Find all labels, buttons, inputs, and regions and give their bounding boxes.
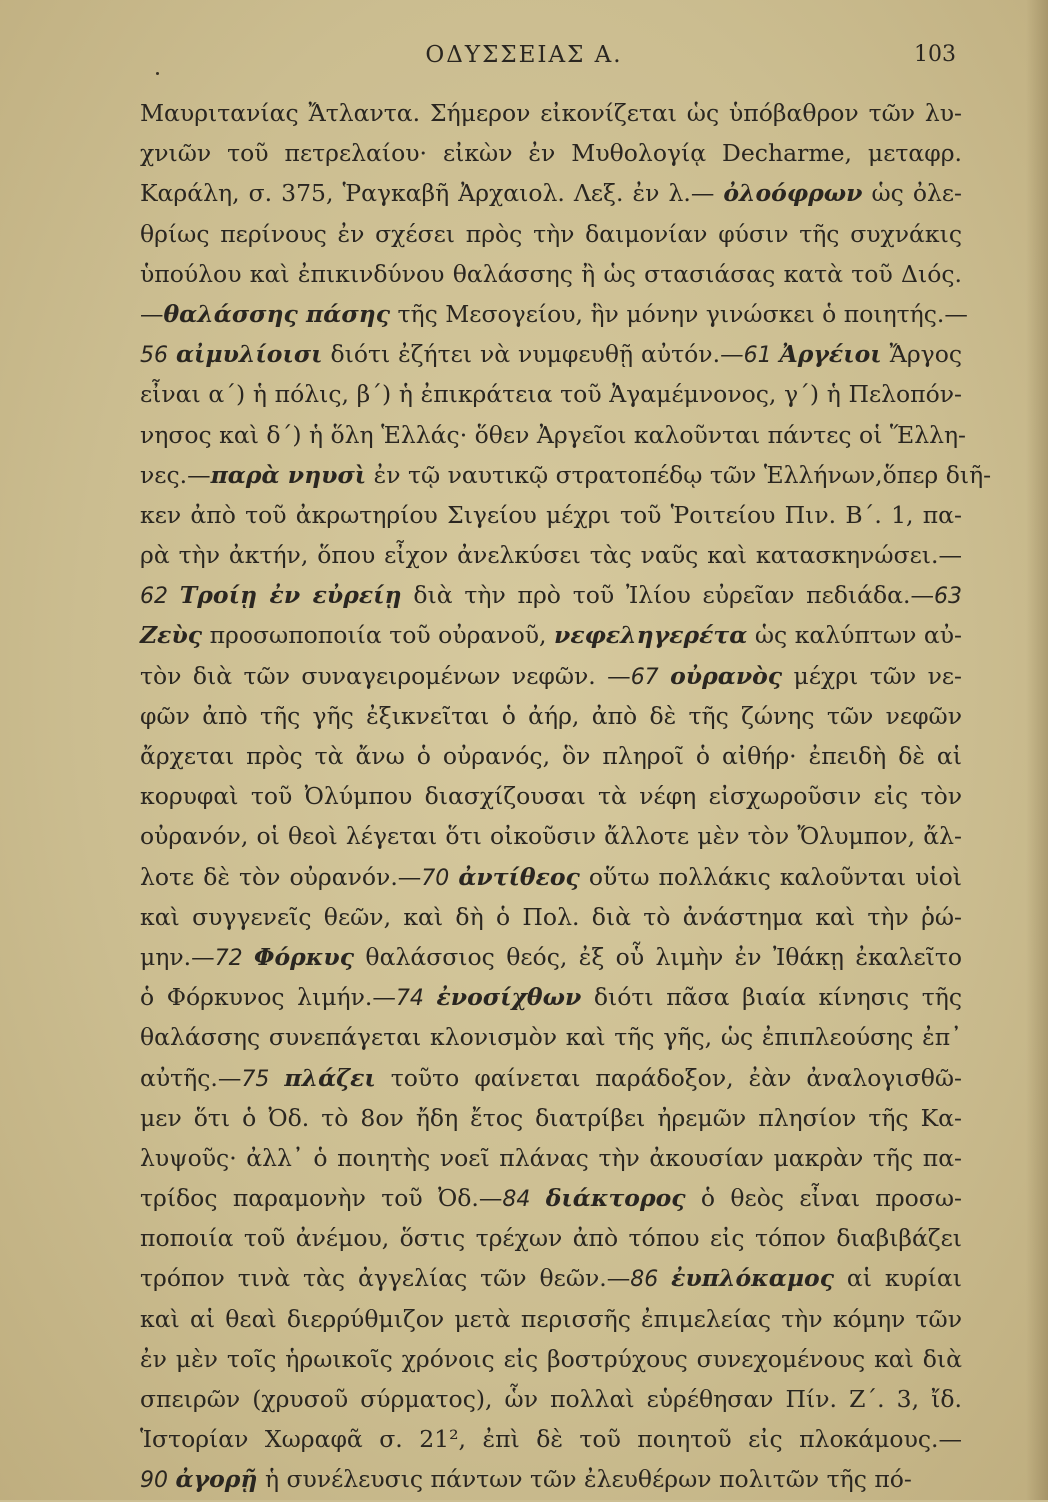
verse-reference: 75 xyxy=(241,1066,270,1092)
text-run: θαλάσσιος θεός, ἐξ οὗ λιμὴν ἐν Ἰθάκῃ ἐκαλεῖτο xyxy=(354,942,962,971)
text-run: αἱ κυρίαι xyxy=(834,1264,962,1293)
text-run: Ἱστορίαν Χωραφᾶ σ. 21², ἐπὶ δὲ τοῦ ποιητοῦ εἰς πλοκάμους.— xyxy=(140,1425,962,1454)
verse-reference: 61 xyxy=(743,343,772,369)
text-line xyxy=(140,495,962,535)
text-line xyxy=(140,1419,962,1459)
lemma-term: ἐνοσίχθων xyxy=(436,983,582,1012)
text-line xyxy=(140,1218,962,1258)
text-line xyxy=(140,254,962,294)
lemma-term: Τροίῃ ἐν εὐρείῃ xyxy=(179,581,402,610)
text-run: θρίως περίνους ἐν σχέσει πρὸς τὴν δαιμονίαν φύσιν τῆς συχνάκις xyxy=(140,219,962,248)
text-run: φῶν ἀπὸ τῆς γῆς ἐξικνεῖται ὁ ἀήρ, ἀπὸ δὲ τῆς ζώνης τῶν νεφῶν xyxy=(140,701,962,730)
lemma-term: ἀντίθεος xyxy=(458,862,580,891)
verse-reference: 90 xyxy=(140,1468,168,1494)
text-run: ποποιία τοῦ ἀνέμου, ὅστις τρέχων ἀπὸ τόπου εἰς τόπον διαβιβάζει xyxy=(140,1224,962,1253)
lemma-term: ἐυπλόκαμος xyxy=(671,1264,834,1293)
commentary-text xyxy=(140,93,992,1500)
text-run: σπειρῶν (χρυσοῦ σύρματος), ὧν πολλαὶ εὑρέθησαν Πίν. Ζ΄. 3, ἴδ. xyxy=(140,1385,962,1413)
text-run: διὰ τὴν πρὸ τοῦ Ἰλίου εὐρεῖαν πεδιάδα.— xyxy=(401,581,934,610)
verse-reference: 70 xyxy=(421,865,450,891)
text-line xyxy=(140,776,962,816)
text-line xyxy=(140,415,966,455)
text-line xyxy=(140,214,962,254)
text-line xyxy=(140,977,962,1017)
text-run: ὑπούλου καὶ ἐπικινδύνου θαλάσσης ἢ ὡς στασιάσας κατὰ τοῦ Διός. xyxy=(140,259,962,288)
text-run: τρίδος παραμονὴν τοῦ Ὀδ.— xyxy=(140,1184,503,1213)
text-run: ὁ θεὸς εἶναι προσω- xyxy=(685,1184,962,1213)
text-run: μέχρι τῶν νε- xyxy=(782,661,962,690)
text-line xyxy=(140,696,962,736)
text-run: ὁ Φόρκυνος λιμήν.— xyxy=(140,983,396,1012)
running-title: ΟΔΥΣΣΕΙΑΣ Α. xyxy=(425,42,623,68)
lemma-term: θαλάσσης πάσης xyxy=(163,299,391,328)
text-run xyxy=(424,983,437,1011)
verse-reference: 84 xyxy=(502,1187,531,1213)
text-run: Μαυριτανίας Ἄτλαντα. Σήμερον εἰκονίζεται ὡς ὑπόβαθρον τῶν λυ- xyxy=(140,99,962,127)
text-run: καὶ αἱ θεαὶ διερρύθμιζον μετὰ περισσῆς ἐπιμελείας τὴν κόμην τῶν xyxy=(140,1304,962,1333)
text-run: ἄρχεται πρὸς τὰ ἄνω ὁ οὐρανός, ὃν πληροῖ ὁ αἰθήρ· ἐπειδὴ δὲ αἱ xyxy=(140,742,962,770)
text-run: μεν ὅτι ὁ Ὀδ. τὸ 8ον ἤδη ἔτος διατρίβει ἠρεμῶν πλησίον τῆς Κα- xyxy=(140,1103,962,1132)
text-line xyxy=(140,535,962,575)
text-run xyxy=(772,340,780,368)
text-run: οὐρανόν, οἱ θεοὶ λέγεται ὅτι οἰκοῦσιν ἄλλοτε μὲν τὸν Ὄλυμπον, ἄλ- xyxy=(140,822,962,851)
page-header xyxy=(0,40,1048,80)
text-line xyxy=(140,1098,962,1138)
text-line xyxy=(140,656,962,696)
text-run: διότι ἐζήτει νὰ νυμφευθῇ αὐτόν.— xyxy=(322,340,744,369)
page-edge-shadow xyxy=(1026,0,1048,1500)
lemma-term: Φόρκυς xyxy=(254,942,355,971)
text-run: Ἄργος xyxy=(881,340,962,369)
text-run: ὡς καλύπτων αὐ- xyxy=(747,621,962,650)
text-line xyxy=(140,133,962,173)
text-run: ἡ συνέλευσις πάντων τῶν ἐλευθέρων πολιτῶν τῆς πό- xyxy=(257,1465,912,1494)
text-line xyxy=(140,1058,962,1098)
text-line xyxy=(140,857,962,897)
text-run: τρόπον τινὰ τὰς ἀγγελίας τῶν θεῶν.— xyxy=(140,1264,631,1293)
verse-reference: 63 xyxy=(933,584,962,610)
text-run: κεν ἀπὸ τοῦ ἀκρωτηρίου Σιγείου μέχρι τοῦ Ῥοιτείου Πιν. Β΄. 1, πα- xyxy=(140,500,962,529)
text-run: λοτε δὲ τὸν οὐρανόν.— xyxy=(140,862,422,891)
text-line xyxy=(140,1138,962,1178)
text-line xyxy=(140,1379,962,1419)
text-line xyxy=(140,736,962,776)
lemma-term: νεφεληγερέτα xyxy=(554,621,748,650)
lemma-term: Ζεὺς xyxy=(140,621,203,650)
text-line xyxy=(140,93,962,133)
text-run xyxy=(269,1064,284,1092)
lemma-term: ὀλοόφρων xyxy=(723,179,863,208)
text-run: οὕτω πολλάκις καλοῦνται υἱοὶ xyxy=(579,862,962,891)
text-run: τὸν διὰ τῶν συναγειρομένων νεφῶν. — xyxy=(140,661,631,690)
text-run: διότι πᾶσα βιαία κίνησις τῆς xyxy=(581,983,962,1012)
text-line xyxy=(140,937,962,977)
text-run xyxy=(168,581,180,609)
text-line xyxy=(140,1258,962,1298)
text-line xyxy=(140,1178,962,1218)
text-run: θαλάσσης συνεπάγεται κλονισμὸν καὶ τῆς γῆς, ὡς ἐπιπλεούσης ἐπ᾽ xyxy=(140,1023,962,1052)
page-number: 103 xyxy=(914,42,956,67)
text-run: ἐν μὲν τοῖς ἡρωικοῖς χρόνοις εἰς βοστρύχους συνεχομένους καὶ διὰ xyxy=(140,1344,962,1373)
text-line xyxy=(140,1339,962,1379)
text-run: κορυφαὶ τοῦ Ὀλύμπου διασχίζουσαι τὰ νέφη εἰσχωροῦσιν εἰς τὸν xyxy=(140,782,962,811)
text-run: ὡς ὀλε- xyxy=(862,179,962,208)
lemma-term: οὐρανὸς xyxy=(670,661,783,690)
text-run: ρὰ τὴν ἀκτήν, ὅπου εἶχον ἀνελκύσει τὰς ναῦς καὶ κατασκηνώσει.— xyxy=(140,541,962,570)
text-run: αὐτῆς.— xyxy=(140,1063,242,1092)
text-run xyxy=(449,863,458,891)
verse-reference: 74 xyxy=(395,986,424,1012)
text-line xyxy=(140,374,962,414)
lemma-term: αἰμυλίοισι xyxy=(175,340,323,369)
text-run: τοῦτο φαίνεται παράδοξον, ἐὰν ἀναλογισθῶ- xyxy=(375,1063,962,1092)
text-line xyxy=(140,575,962,615)
lemma-term: Ἀργέιοι xyxy=(779,340,882,369)
lemma-term: ἀγορῇ xyxy=(175,1465,258,1494)
text-run: μην.— xyxy=(140,942,215,971)
verse-reference: 72 xyxy=(214,945,243,971)
text-run: τῆς Μεσογείου, ἣν μόνην γινώσκει ὁ ποιητής.— xyxy=(390,299,968,328)
lemma-term: διάκτορος xyxy=(545,1184,686,1213)
text-run: καὶ συγγενεῖς θεῶν, καὶ δὴ ὁ Πολ. διὰ τὸ ἀνάστημα καὶ τὴν ῥώ- xyxy=(140,902,962,931)
text-run xyxy=(530,1184,545,1212)
text-run xyxy=(168,340,176,368)
text-run: εἶναι α΄) ἡ πόλις, β΄) ἡ ἐπικράτεια τοῦ Ἀγαμέμνονος, γ΄) ἡ Πελοπόν- xyxy=(140,380,962,409)
text-run: νησος καὶ δ΄) ἡ ὅλη Ἑλλάς· ὅθεν Ἀργεῖοι καλοῦνται πάντες οἱ Ἕλλη- xyxy=(140,420,966,449)
text-run: προσωποποιία τοῦ οὐρανοῦ, xyxy=(202,621,555,650)
verse-reference: 62 xyxy=(140,584,168,610)
text-run xyxy=(659,662,670,690)
text-line xyxy=(140,615,962,655)
text-line xyxy=(140,294,968,334)
text-run: λυψοῦς· ἀλλ᾽ ὁ ποιητὴς νοεῖ πλάνας τὴν ἀκουσίαν μακρὰν τῆς πα- xyxy=(140,1143,962,1172)
text-run: νες.— xyxy=(140,460,211,489)
text-line xyxy=(140,173,962,213)
verse-reference: 67 xyxy=(630,664,659,690)
text-line xyxy=(140,1017,962,1057)
verse-reference: 86 xyxy=(630,1267,659,1293)
text-line xyxy=(140,455,992,495)
text-line xyxy=(140,1299,962,1339)
text-line xyxy=(140,897,962,937)
lemma-term: παρὰ νηυσὶ xyxy=(210,460,367,489)
text-run: χνιῶν τοῦ πετρελαίου· εἰκὼν ἐν Μυθολογίᾳ Decharme, μεταφρ. xyxy=(140,139,962,168)
text-line xyxy=(140,816,962,856)
verse-reference: 56 xyxy=(140,343,168,369)
text-line xyxy=(140,1459,962,1499)
text-run: — xyxy=(140,299,164,328)
text-run: ἐν τῷ ναυτικῷ στρατοπέδῳ τῶν Ἑλλήνων,ὅπερ διῆ- xyxy=(366,460,992,489)
text-run xyxy=(658,1264,671,1292)
text-run: Καράλη, σ. 375, Ῥαγκαβῆ Ἀρχαιολ. Λεξ. ἐν λ.— xyxy=(140,179,724,208)
text-run xyxy=(243,943,254,971)
lemma-term: πλάζει xyxy=(284,1063,376,1092)
text-line xyxy=(140,334,962,374)
